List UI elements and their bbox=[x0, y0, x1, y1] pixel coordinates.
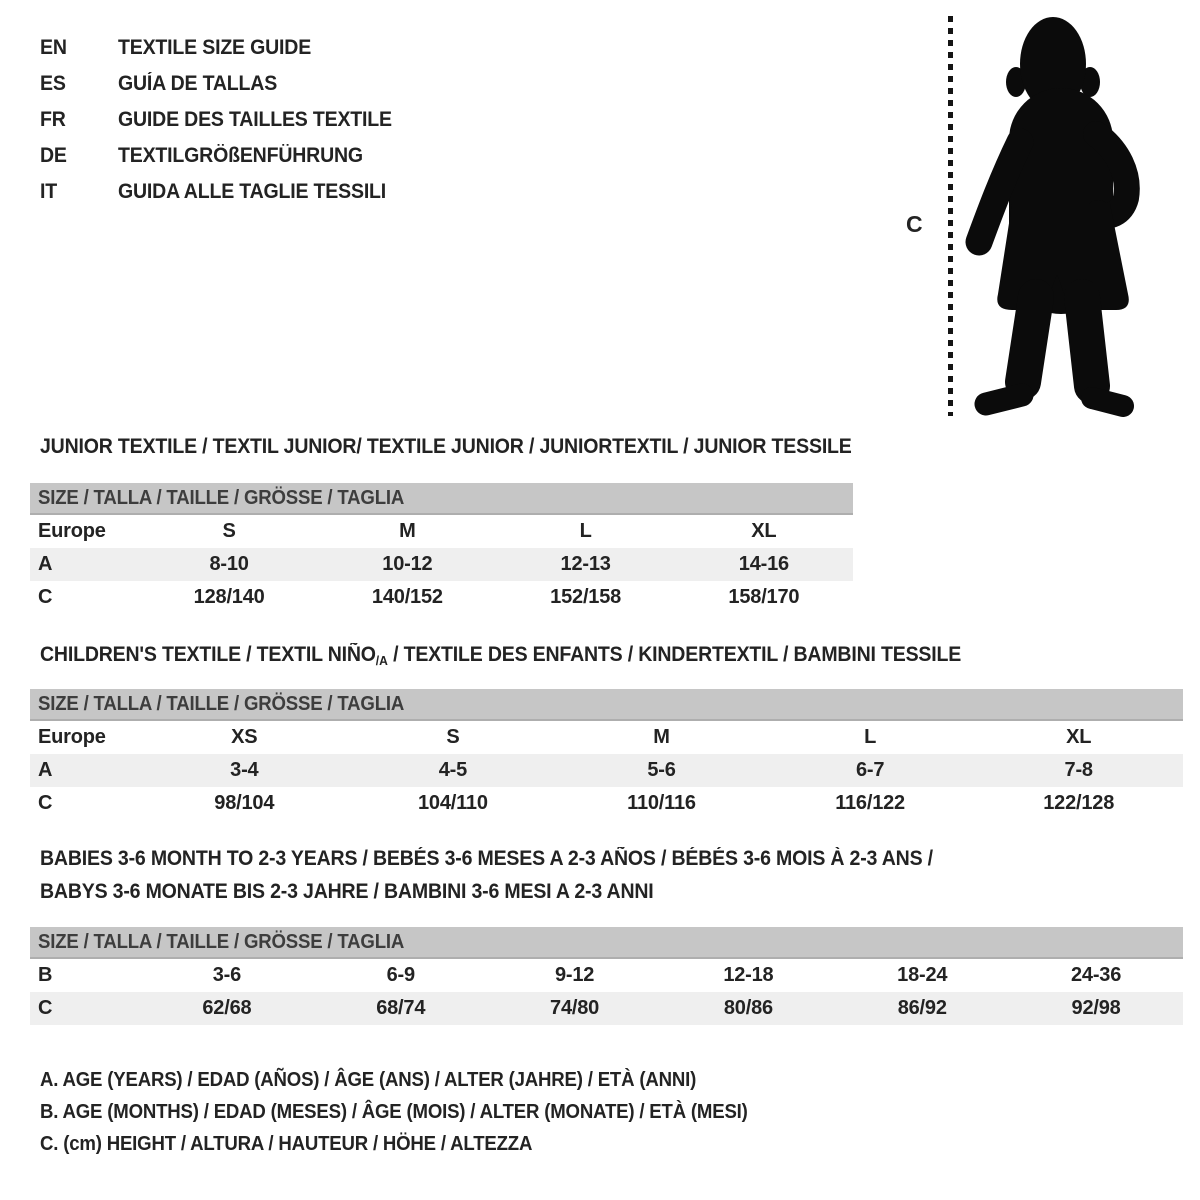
size-cell: L bbox=[579, 520, 592, 542]
value-cell: 104/110 bbox=[417, 792, 488, 814]
value-cell: 86/92 bbox=[897, 997, 947, 1019]
value-cell: 8-10 bbox=[209, 553, 249, 575]
babies-size-table bbox=[30, 927, 1183, 1025]
table-row-sizes bbox=[30, 721, 1183, 754]
junior-size-table bbox=[30, 483, 853, 614]
language-row-it bbox=[40, 174, 412, 210]
value-cell: 152/158 bbox=[550, 586, 622, 608]
value-cell: 68/74 bbox=[376, 997, 426, 1019]
note-a: A. AGE (YEARS) / EDAD (AÑOS) / ÂGE (ANS) / ALTER (JAHRE) / ETÀ (ANNI) bbox=[40, 1069, 697, 1091]
size-cell: M bbox=[399, 520, 416, 542]
value-cell: 3-4 bbox=[230, 759, 259, 781]
size-header-bar: SIZE / TALLA / TAILLE / GRÖSSE / TAGLIA bbox=[30, 689, 1183, 721]
value-cell: 92/98 bbox=[1071, 997, 1121, 1019]
table-row-age bbox=[30, 548, 853, 581]
size-cell: L bbox=[864, 726, 877, 748]
size-header-bar: SIZE / TALLA / TAILLE / GRÖSSE / TAGLIA bbox=[30, 927, 1183, 959]
babies-section-heading bbox=[40, 842, 1000, 908]
language-code: EN bbox=[40, 36, 67, 59]
size-cell: M bbox=[653, 726, 670, 748]
language-code: FR bbox=[40, 108, 66, 131]
value-cell: 128/140 bbox=[193, 586, 265, 608]
junior-section-heading: JUNIOR TEXTILE / TEXTIL JUNIOR/ TEXTILE JUNIOR / JUNIORTEXTIL / JUNIOR TESSILE bbox=[40, 435, 852, 458]
value-cell: 122/128 bbox=[1043, 792, 1115, 814]
value-cell: 12-18 bbox=[723, 964, 774, 986]
height-measure-label: C bbox=[906, 211, 923, 237]
table-row-height bbox=[30, 581, 853, 614]
value-cell: 140/152 bbox=[371, 586, 443, 608]
value-cell: 7-8 bbox=[1064, 759, 1093, 781]
language-code: DE bbox=[40, 144, 67, 167]
size-header-bar: SIZE / TALLA / TAILLE / GRÖSSE / TAGLIA bbox=[30, 483, 853, 515]
row-label: Europe bbox=[38, 726, 106, 748]
row-label: C bbox=[38, 792, 53, 814]
value-cell: 18-24 bbox=[897, 964, 948, 986]
table-row-age bbox=[30, 754, 1183, 787]
legend-notes bbox=[40, 1064, 801, 1160]
size-cell: S bbox=[446, 726, 460, 748]
size-cell: XS bbox=[231, 726, 258, 748]
value-cell: 9-12 bbox=[554, 964, 595, 986]
language-code: IT bbox=[40, 180, 57, 203]
language-row-es bbox=[40, 66, 412, 102]
value-cell: 74/80 bbox=[550, 997, 600, 1019]
value-cell: 158/170 bbox=[728, 586, 800, 608]
value-cell: 14-16 bbox=[738, 553, 789, 575]
size-cell: S bbox=[222, 520, 236, 542]
heading-rest: / TEXTILE DES ENFANTS / KINDERTEXTIL / BAMBINI TESSILE bbox=[387, 643, 962, 666]
value-cell: 24-36 bbox=[1070, 964, 1122, 986]
value-cell: 12-13 bbox=[560, 553, 611, 575]
language-title: GUÍA DE TALLAS bbox=[118, 72, 278, 95]
table-row-height bbox=[30, 992, 1183, 1025]
note-b: B. AGE (MONTHS) / EDAD (MESES) / ÂGE (MOIS) / ALTER (MONATE) / ETÀ (MESI) bbox=[40, 1101, 748, 1123]
value-cell: 6-9 bbox=[386, 964, 415, 986]
babies-heading-line2: BABYS 3-6 MONATE BIS 2-3 JAHRE / BAMBINI 3-6 MESI A 2-3 ANNI bbox=[40, 880, 654, 903]
table-row-age-months bbox=[30, 959, 1183, 992]
value-cell: 62/68 bbox=[202, 997, 252, 1019]
height-measure-dashed-line bbox=[948, 16, 953, 416]
value-cell: 116/122 bbox=[835, 792, 905, 814]
row-label: C bbox=[38, 586, 53, 608]
row-label: Europe bbox=[38, 520, 106, 542]
value-cell: 5-6 bbox=[647, 759, 676, 781]
table-row-height bbox=[30, 787, 1183, 820]
language-title: GUIDA ALLE TAGLIE TESSILI bbox=[118, 180, 387, 203]
language-row-en bbox=[40, 30, 412, 66]
heading-subscript: /A bbox=[375, 653, 388, 668]
language-title-list bbox=[40, 30, 412, 210]
row-label: A bbox=[38, 553, 53, 575]
language-title: GUIDE DES TAILLES TEXTILE bbox=[118, 108, 392, 131]
baby-silhouette-image bbox=[958, 12, 1140, 418]
value-cell: 110/116 bbox=[627, 792, 696, 814]
language-row-de bbox=[40, 138, 412, 174]
babies-heading-line1: BABIES 3-6 MONTH TO 2-3 YEARS / BEBÉS 3-6 MESES A 2-3 AÑOS / BÉBÉS 3-6 MOIS À 2-3 ANS / bbox=[40, 847, 933, 870]
language-title: TEXTILGRÖßENFÜHRUNG bbox=[118, 144, 363, 167]
value-cell: 10-12 bbox=[382, 553, 433, 575]
note-c: C. (cm) HEIGHT / ALTURA / HAUTEUR / HÖHE / ALTEZZA bbox=[40, 1133, 533, 1155]
size-cell: XL bbox=[1066, 726, 1092, 748]
language-row-fr bbox=[40, 102, 412, 138]
children-size-table bbox=[30, 689, 1183, 820]
table-row-sizes bbox=[30, 515, 853, 548]
value-cell: 4-5 bbox=[438, 759, 468, 781]
value-cell: 80/86 bbox=[723, 997, 773, 1019]
value-cell: 98/104 bbox=[214, 792, 275, 814]
language-title: TEXTILE SIZE GUIDE bbox=[118, 36, 312, 59]
row-label: C bbox=[38, 997, 53, 1019]
row-label: B bbox=[38, 964, 53, 986]
value-cell: 6-7 bbox=[855, 759, 885, 781]
value-cell: 3-6 bbox=[212, 964, 242, 986]
children-section-heading bbox=[40, 638, 1030, 677]
heading-main: CHILDREN'S TEXTILE / TEXTIL NIÑO bbox=[40, 643, 376, 666]
language-code: ES bbox=[40, 72, 66, 95]
row-label: A bbox=[38, 759, 53, 781]
size-cell: XL bbox=[751, 520, 777, 542]
